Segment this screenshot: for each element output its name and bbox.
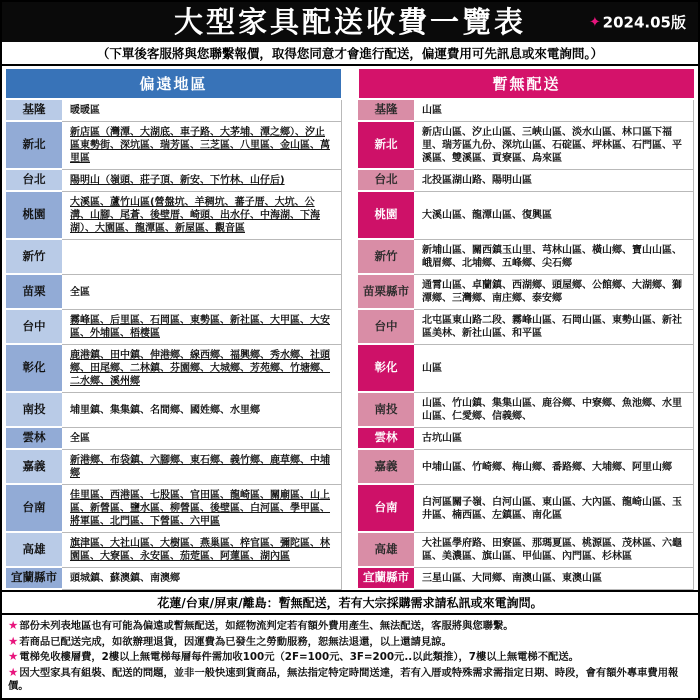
no-delivery-list: 通霄山區、卓蘭鎮、西湖鄉、頭屋鄉、公館鄉、大湖鄉、獅潭鄉、三灣鄉、南庄鄉、泰安鄉 xyxy=(414,275,694,310)
region-label: 苗栗縣市 xyxy=(358,275,414,310)
region-label: 雲林 xyxy=(6,428,62,450)
table-row-chiayi xyxy=(6,450,694,485)
region-label: 基隆 xyxy=(358,100,414,122)
region-label: 高雄 xyxy=(6,533,62,568)
remote-area-list: 全區 xyxy=(62,275,342,310)
remote-area-list: 頭城鎮、蘇澳鎮、南澳鄉 xyxy=(62,568,342,590)
remote-area-list: 陽明山（嶺頭、莊子頂、新安、下竹林、山仔后) xyxy=(62,170,342,192)
footnote-text: 因大型家具有組裝、配送的問題，並非一般快速到貨商品，無法指定特定時間送達，若有入厝或特殊需求需指定日期、時段，會有額外專車費用報價。 xyxy=(8,666,679,693)
remote-area-list: 霧峰區、后里區、石岡區、東勢區、新社區、大甲區、大安區、外埔區、梧棲區 xyxy=(62,310,342,345)
region-label: 台中 xyxy=(6,310,62,345)
region-label: 彰化 xyxy=(358,345,414,393)
region-label: 新北 xyxy=(358,122,414,170)
region-label: 新竹 xyxy=(6,240,62,275)
no-delivery-list: 大溪山區、龍潭山區、復興區 xyxy=(414,192,694,240)
remote-area-list: 新港鄉、布袋鎮、六腳鄉、東石鄉、義竹鄉、鹿草鄉、中埔鄉 xyxy=(62,450,342,485)
column-gutter xyxy=(342,485,358,533)
no-delivery-list: 北屯區東山路二段、霧峰山區、石岡山區、東勢山區、新社區美林、新社山區、和平區 xyxy=(414,310,694,345)
remote-area-list: 暖暖區 xyxy=(62,100,342,122)
region-label: 台南 xyxy=(6,485,62,533)
remote-area-list xyxy=(62,240,342,275)
column-headers xyxy=(2,66,698,100)
column-header-no-delivery: 暫無配送 xyxy=(359,69,694,98)
region-label: 宜蘭縣市 xyxy=(6,568,62,590)
table-row-yunlin xyxy=(6,428,694,450)
no-delivery-list: 大社區學府路、田寮區、那瑪夏區、桃源區、茂林區、六龜區、美濃區、旗山區、甲仙區、內門區、杉林區 xyxy=(414,533,694,568)
footnote-text: 電梯免收樓層費，2樓以上無電梯每層每件需加收100元（2F=100元、3F=200元..以此類推），7樓以上無電梯不配送。 xyxy=(19,651,579,664)
region-label: 桃園 xyxy=(6,192,62,240)
no-delivery-list: 古坑山區 xyxy=(414,428,694,450)
no-delivery-list: 山區 xyxy=(414,345,694,393)
footnote-text: 部份未列表地區也有可能為偏遠或暫無配送，如經物流判定若有額外費用產生、無法配送，客服將與您聯繫。 xyxy=(19,620,514,633)
column-gutter xyxy=(342,310,358,345)
column-gutter xyxy=(342,568,358,590)
column-gutter xyxy=(342,428,358,450)
footnote xyxy=(8,618,692,634)
remote-area-list: 旗津區、大社山區、大樹區、燕巢區、梓官區、彌陀區、林園區、大寮區、永安區、茄萣區、阿蓮區、湖內區 xyxy=(62,533,342,568)
column-gutter xyxy=(342,122,358,170)
remote-area-list: 新店區（灣潭、大湖底、車子路、大茅埔、潭之鄉）、汐止區東勢街、深坑區、瑞芳區、三芝區、八里區、金山區、萬里區 xyxy=(62,122,342,170)
region-label: 台南 xyxy=(358,485,414,533)
column-gutter xyxy=(342,345,358,393)
table-row-changhua xyxy=(6,345,694,393)
column-gutter xyxy=(342,275,358,310)
region-label: 台北 xyxy=(6,170,62,192)
no-delivery-list: 北投區湖山路、陽明山區 xyxy=(414,170,694,192)
region-label: 台中 xyxy=(358,310,414,345)
star-icon: ★ xyxy=(8,649,19,664)
footnotes xyxy=(2,615,698,698)
table-row-miaoli xyxy=(6,275,694,310)
title-bar xyxy=(2,2,698,42)
region-label: 基隆 xyxy=(6,100,62,122)
sparkle-icon: ✦ xyxy=(588,14,601,30)
subtitle-note: （下單後客服將與您聯繫報價，取得您同意才會進行配送，偏運費用可先訊息或來電詢問。） xyxy=(2,42,698,66)
star-icon: ★ xyxy=(8,633,19,648)
no-delivery-list: 中埔山區、竹崎鄉、梅山鄉、番路鄉、大埔鄉、阿里山鄉 xyxy=(414,450,694,485)
star-icon: ★ xyxy=(8,618,19,633)
version-label: 2024.05版 xyxy=(602,13,686,32)
footnote xyxy=(8,665,692,694)
column-header-remote-areas: 偏遠地區 xyxy=(6,69,341,98)
remote-area-list: 佳里區、西港區、七股區、官田區、龍崎區、關廟區、山上區、新營區、鹽水區、柳營區、後壁區、白河區、學甲區、將軍區、北門區、下營區、六甲區 xyxy=(62,485,342,533)
remote-area-list: 全區 xyxy=(62,428,342,450)
footnote xyxy=(8,649,692,665)
table-row-keelung xyxy=(6,100,694,122)
no-delivery-list: 新埔山區、關西鎮玉山里、芎林山區、橫山鄉、寶山山區、峨眉鄉、北埔鄉、五峰鄉、尖石鄉 xyxy=(414,240,694,275)
column-gutter xyxy=(342,393,358,428)
table-row-yilan xyxy=(6,568,694,590)
region-label: 嘉義 xyxy=(358,450,414,485)
region-label: 苗栗 xyxy=(6,275,62,310)
region-label: 宜蘭縣市 xyxy=(358,568,414,590)
page-title: 大型家具配送收費一覽表 xyxy=(173,4,526,39)
region-label: 新北 xyxy=(6,122,62,170)
table-row-taipei xyxy=(6,170,694,192)
table-row-taichung xyxy=(6,310,694,345)
table-row-kaohsiung xyxy=(6,533,694,568)
no-delivery-list: 山區 xyxy=(414,100,694,122)
region-label: 高雄 xyxy=(358,533,414,568)
footnote xyxy=(8,634,692,650)
region-label: 新竹 xyxy=(358,240,414,275)
region-label: 嘉義 xyxy=(6,450,62,485)
region-label: 桃園 xyxy=(358,192,414,240)
star-icon: ★ xyxy=(8,664,19,679)
column-gutter xyxy=(342,450,358,485)
region-label: 南投 xyxy=(358,393,414,428)
remote-area-list: 埔里鎮、集集鎮、名間鄉、國姓鄉、水里鄉 xyxy=(62,393,342,428)
remote-area-list: 大溪區、蘆竹山區(營盤坑、羊稠坑、蕃子厝、大坑、公溝、山腳、尾蒼、後壁厝、崎頭、出水仔、中海湖、下海湖）、大園區、龍潭區、新屋區、觀音區 xyxy=(62,192,342,240)
region-label: 台北 xyxy=(358,170,414,192)
region-label: 南投 xyxy=(6,393,62,428)
table-row-taoyuan xyxy=(6,192,694,240)
east-taiwan-note: 花蓮/台東/屏東/離島：暫無配送，若有大宗採購需求請私訊或來電詢問。 xyxy=(2,590,698,615)
column-gutter xyxy=(342,240,358,275)
table-row-tainan xyxy=(6,485,694,533)
region-table xyxy=(2,100,698,590)
column-gutter xyxy=(342,100,358,122)
no-delivery-list: 三星山區、大同鄉、南澳山區、東澳山區 xyxy=(414,568,694,590)
region-label: 雲林 xyxy=(358,428,414,450)
footnote-text: 若商品已配送完成，如欲辦理退貨，因運費為已發生之勞動服務，恕無法退還，以上還請見諒。 xyxy=(19,635,452,648)
no-delivery-list: 山區、竹山鎮、集集山區、鹿谷鄉、中寮鄉、魚池鄉、水里山區、仁愛鄉、信義鄉、 xyxy=(414,393,694,428)
remote-area-list: 鹿港鎮、田中鎮、伸港鄉、線西鄉、福興鄉、秀水鄉、社頭鄉、田尾鄉、二林鎮、芬園鄉、大城鄉、芳苑鄉、竹塘鄉、二水鄉、溪州鄉 xyxy=(62,345,342,393)
column-gutter xyxy=(342,170,358,192)
table-row-hsinchu xyxy=(6,240,694,275)
no-delivery-list: 新店山區、汐止山區、三峽山區、淡水山區、林口區下福里、瑞芳區九份、深坑山區、石碇區、坪林區、石門區、平溪區、雙溪區、貢寮區、烏來區 xyxy=(414,122,694,170)
region-label: 彰化 xyxy=(6,345,62,393)
no-delivery-list: 白河區關子嶺、白河山區、東山區、大內區、龍崎山區、玉井區、楠西區、左鎮區、南化區 xyxy=(414,485,694,533)
table-row-newtaipei xyxy=(6,122,694,170)
column-gutter xyxy=(342,533,358,568)
table-row-nantou xyxy=(6,393,694,428)
column-gutter xyxy=(342,192,358,240)
version-badge xyxy=(589,12,686,33)
